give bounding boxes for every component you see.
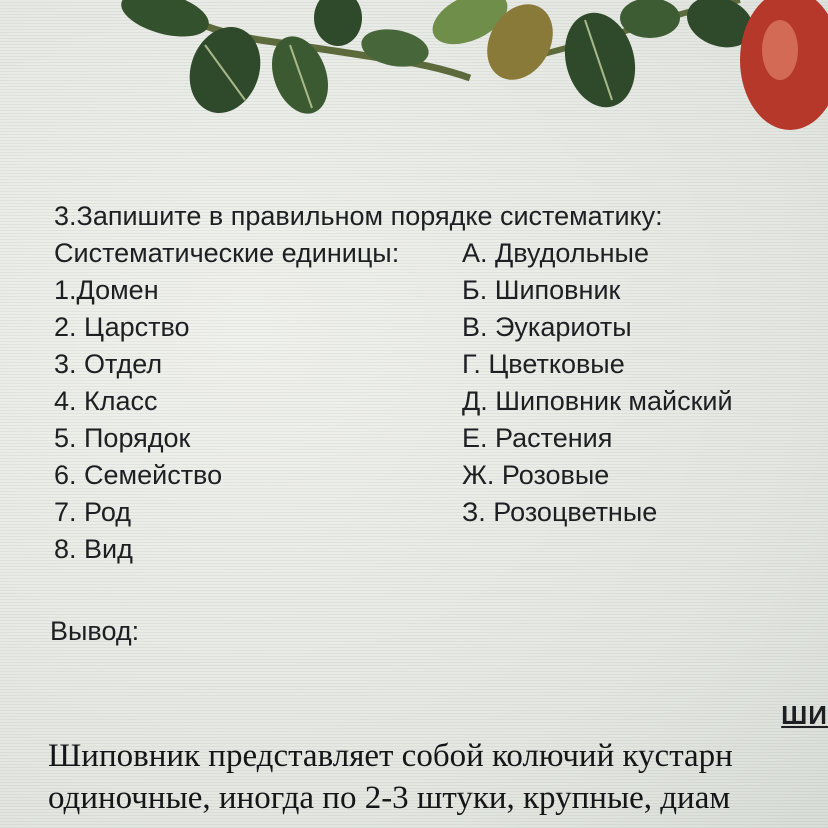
- task-row: [54, 309, 824, 346]
- option-item: Е. Растения: [462, 423, 613, 453]
- task-row: [54, 457, 824, 494]
- section-heading: ШИ: [781, 700, 828, 730]
- book-line: Шиповник представляет собой колючий кустарн: [48, 738, 733, 774]
- unit-item: 8. Вид: [54, 534, 133, 564]
- option-item: Ж. Розовые: [462, 460, 610, 490]
- unit-item: 4. Класс: [54, 386, 158, 416]
- option-item: Д. Шиповник майский: [462, 386, 733, 416]
- option-item: Б. Шиповник: [462, 275, 621, 305]
- units-header: Систематические единицы:: [54, 238, 400, 268]
- book-text: [48, 735, 828, 819]
- leaf: [314, 0, 362, 46]
- task-row: [54, 494, 824, 531]
- task-row: [54, 235, 824, 272]
- option-item: А. Двудольные: [462, 238, 649, 268]
- task-row: [54, 272, 824, 309]
- conclusion-label: Вывод:: [50, 616, 140, 646]
- task-block: [54, 198, 824, 568]
- task-title: 3.Запишите в правильном порядке систематику:: [54, 201, 663, 231]
- rose-illustration: [0, 0, 828, 190]
- task-row: [54, 383, 824, 420]
- unit-item: 1.Домен: [54, 275, 159, 305]
- option-item: З. Розоцветные: [462, 497, 658, 527]
- option-item: Г. Цветковые: [462, 349, 625, 379]
- unit-item: 3. Отдел: [54, 349, 163, 379]
- task-row: [54, 420, 824, 457]
- task-row: [54, 531, 824, 568]
- option-item: В. Эукариоты: [462, 312, 632, 342]
- leaf: [116, 0, 213, 45]
- task-row: [54, 346, 824, 383]
- unit-item: 6. Семейство: [54, 460, 223, 490]
- unit-item: 5. Порядок: [54, 423, 191, 453]
- book-line: одиночные, иногда по 2-3 штуки, крупные, диам: [48, 780, 731, 816]
- unit-item: 7. Род: [54, 497, 132, 527]
- unit-item: 2. Царство: [54, 312, 190, 342]
